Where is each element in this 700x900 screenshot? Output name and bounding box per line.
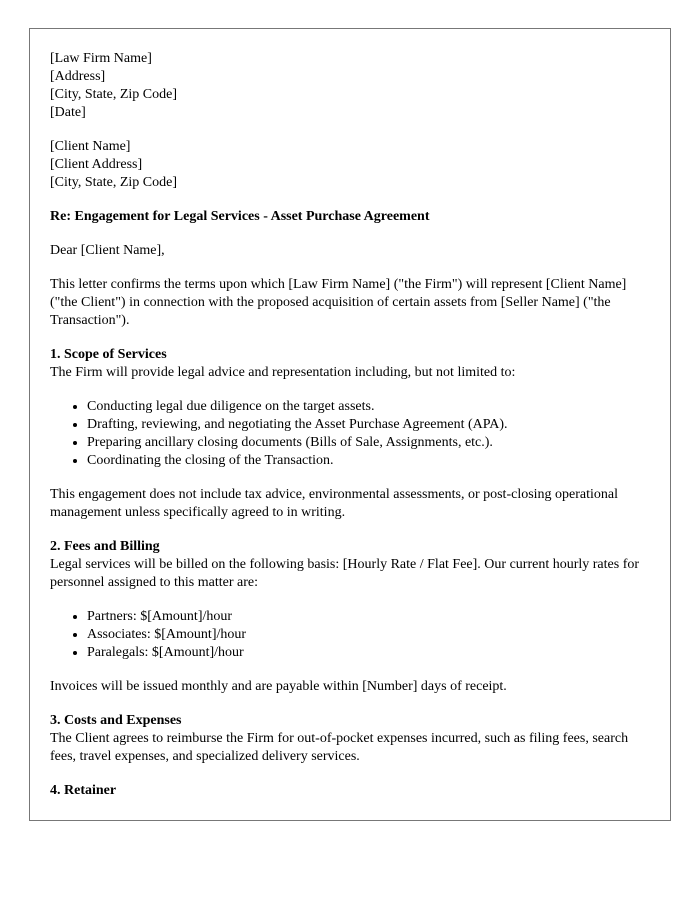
recipient-address: [Client Address] bbox=[50, 157, 143, 172]
bullet-item: • Preparing ancillary closing documents (Bills of Sale, Assignments, etc.). bbox=[87, 434, 650, 452]
bullet-item: • Coordinating the closing of the Transaction. bbox=[87, 452, 650, 470]
recipient-city-state-zip: [City, State, Zip Code] bbox=[50, 175, 178, 190]
subject-line: Re: Engagement for Legal Services - Asset Purchase Agreement bbox=[50, 209, 430, 224]
section-heading: 2. Fees and Billing bbox=[50, 539, 160, 554]
scope-closing-paragraph: This engagement does not include tax advice, environmental assessments, or post-closing operational management unless specifically agreed to in writing. bbox=[50, 487, 619, 520]
invoices-paragraph: Invoices will be issued monthly and are payable within [Number] days of receipt. bbox=[50, 679, 507, 694]
engagement-letter bbox=[30, 29, 670, 800]
recipient-name: [Client Name] bbox=[50, 139, 131, 154]
bullet-item: • Conducting legal due diligence on the target assets. bbox=[87, 398, 650, 416]
section-lead: Legal services will be billed on the following basis: [Hourly Rate / Flat Fee]. Our current hourly rates for personnel assigned to this matter are: bbox=[50, 557, 640, 590]
sender-city-state-zip: [City, State, Zip Code] bbox=[50, 87, 178, 102]
salutation: Dear [Client Name], bbox=[50, 243, 165, 258]
scope-bullet-list bbox=[50, 398, 650, 470]
bullet-item: • Drafting, reviewing, and negotiating the Asset Purchase Agreement (APA). bbox=[87, 416, 650, 434]
section-costs-and-expenses bbox=[50, 712, 650, 766]
letter-date: [Date] bbox=[50, 105, 86, 120]
bullet-item: • Associates: $[Amount]/hour bbox=[87, 626, 650, 644]
sender-firm-name: [Law Firm Name] bbox=[50, 51, 152, 66]
bullet-item: • Partners: $[Amount]/hour bbox=[87, 608, 650, 626]
section-heading: 1. Scope of Services bbox=[50, 347, 167, 362]
section-lead: The Firm will provide legal advice and representation including, but not limited to: bbox=[50, 365, 516, 380]
section-heading: 3. Costs and Expenses bbox=[50, 713, 182, 728]
section-fees-and-billing bbox=[50, 538, 650, 592]
recipient-address-block bbox=[50, 138, 650, 192]
sender-address-block bbox=[50, 50, 650, 122]
section-scope-of-services bbox=[50, 346, 650, 382]
sender-address: [Address] bbox=[50, 69, 106, 84]
section-lead: The Client agrees to reimburse the Firm for out-of-pocket expenses incurred, such as filing fees, search fees, travel expenses, and specialized delivery services. bbox=[50, 731, 629, 764]
fees-bullet-list bbox=[50, 608, 650, 662]
intro-paragraph: This letter confirms the terms upon which [Law Firm Name] ("the Firm") will represent [Client Name] ("the Client") in connection with the proposed acquisition of certain assets from [Seller Name] ("the Transaction"). bbox=[50, 277, 627, 328]
section-retainer-heading: 4. Retainer bbox=[50, 783, 117, 798]
bullet-item: • Paralegals: $[Amount]/hour bbox=[87, 644, 650, 662]
document-page bbox=[29, 28, 671, 821]
